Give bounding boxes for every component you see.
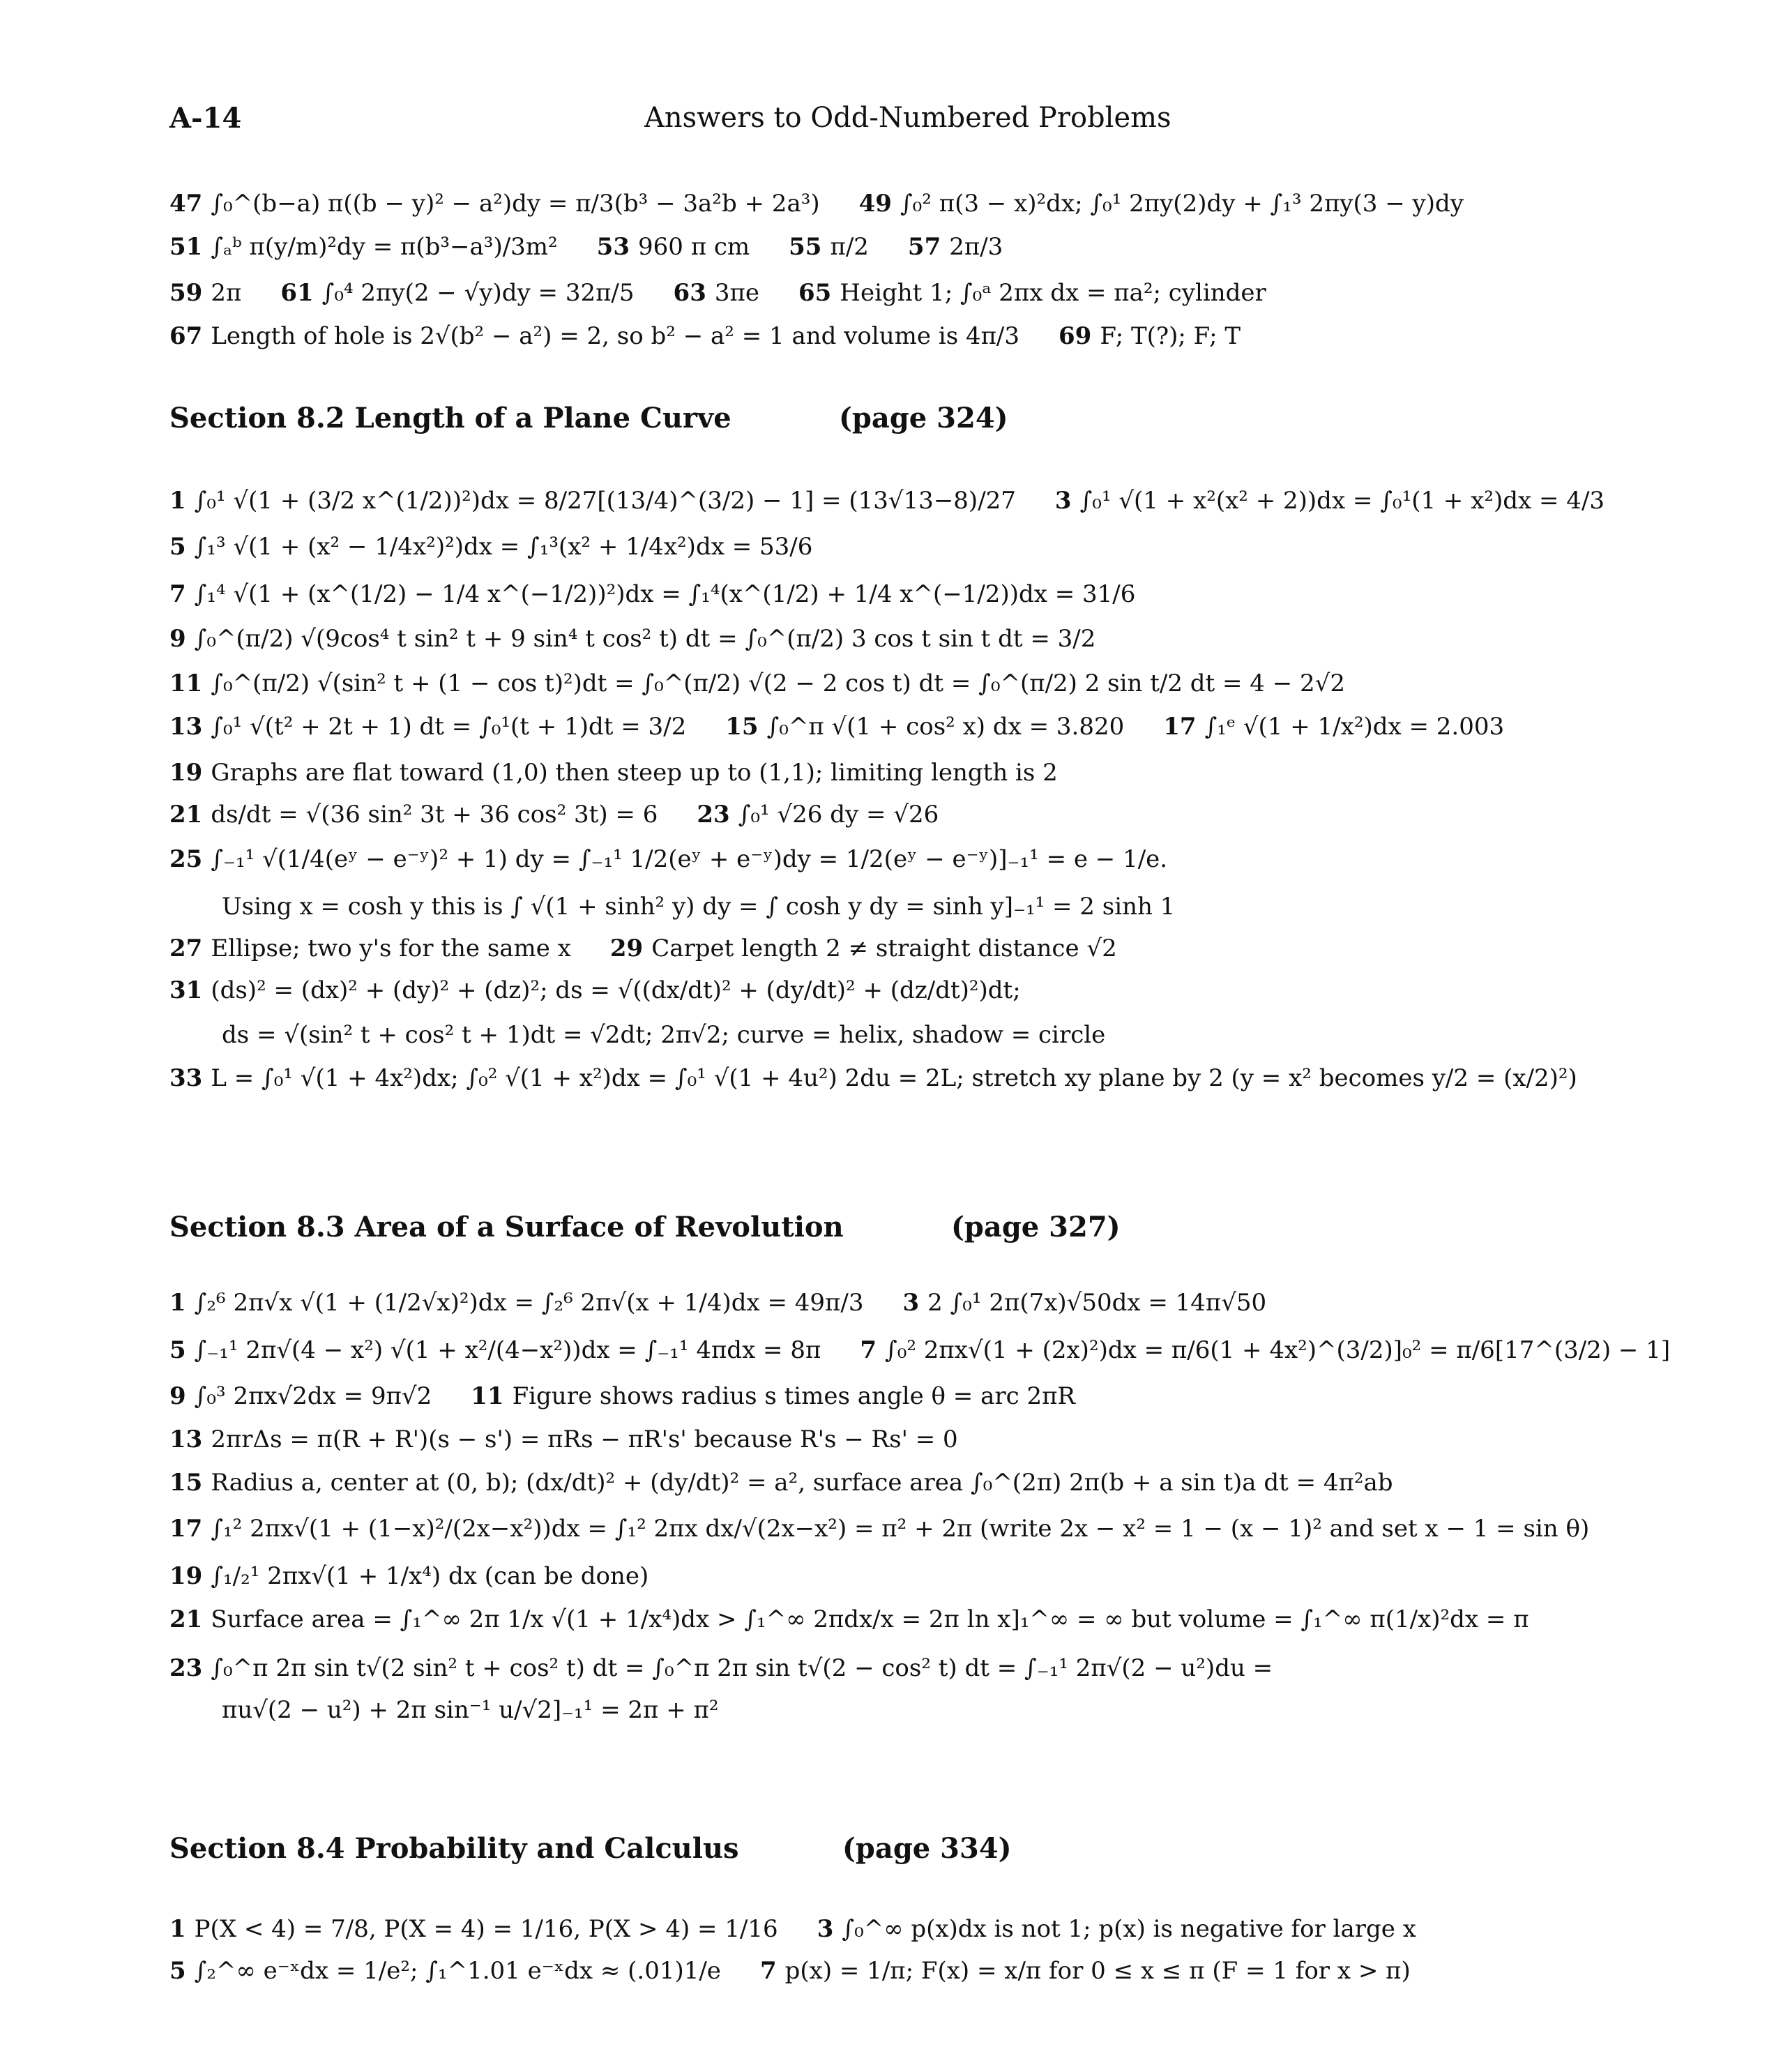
problem-number: 7 xyxy=(860,1336,877,1364)
problem-number: 55 xyxy=(789,233,822,261)
answer-text: (ds)² = (dx)² + (dy)² + (dz)²; ds = √((dx/dt)² + (dy/dt)² + (dz/dt)²)dt; xyxy=(211,976,1021,1004)
answer-line xyxy=(169,845,1167,874)
answer-line xyxy=(169,1289,1266,1317)
answer-text: 2π/3 xyxy=(949,233,1003,261)
problem-number: 61 xyxy=(280,279,314,307)
problem-number: 15 xyxy=(169,1469,203,1497)
problem-number: 5 xyxy=(169,533,186,561)
answer-line xyxy=(169,487,1605,515)
answer-line xyxy=(169,1605,1529,1634)
answer-text: 2 ∫₀¹ 2π(7x)√50dx = 14π√50 xyxy=(927,1289,1267,1317)
answer-text: ∫₀¹ √26 dy = √26 xyxy=(738,801,939,829)
answer-line xyxy=(169,1515,1589,1543)
answer-line xyxy=(169,670,1345,698)
problem-number: 5 xyxy=(169,1336,186,1364)
answer-text: ∫₀^π √(1 + cos² x) dx = 3.820 xyxy=(766,713,1125,741)
answer-line xyxy=(169,713,1504,741)
answer-text: 3πe xyxy=(714,279,759,307)
problem-number: 23 xyxy=(169,1654,203,1682)
answer-text: ∫₁ᵉ √(1 + 1/x²)dx = 2.003 xyxy=(1204,713,1505,741)
section-heading-8-4 xyxy=(169,1832,1012,1865)
problem-number: 29 xyxy=(609,935,644,962)
problem-number: 21 xyxy=(169,1605,203,1633)
answer-text: ∫₀⁴ 2πy(2 − √y)dy = 32π/5 xyxy=(321,279,635,307)
problem-number: 17 xyxy=(1163,713,1197,741)
section-heading-8-3 xyxy=(169,1211,1121,1243)
answer-line xyxy=(222,893,1175,921)
problem-number: 21 xyxy=(169,801,203,829)
problem-number: 47 xyxy=(169,190,203,218)
problem-number: 7 xyxy=(759,1957,777,1985)
answer-text: 2π xyxy=(211,279,242,307)
answer-line xyxy=(169,233,1003,262)
answer-line xyxy=(169,1562,649,1591)
problem-number: 7 xyxy=(169,580,186,608)
problem-number: 3 xyxy=(1054,487,1072,515)
answer-text: 960 π cm xyxy=(638,233,750,261)
answer-text: p(x) = 1/π; F(x) = x/π for 0 ≤ x ≤ π (F = 1 for x > π) xyxy=(784,1957,1411,1985)
answer-text: ∫₀^∞ p(x)dx is not 1; p(x) is negative for large x xyxy=(842,1915,1416,1943)
answer-line xyxy=(169,976,1021,1005)
problem-number: 19 xyxy=(169,759,203,787)
problem-number: 1 xyxy=(169,1289,186,1317)
problem-number: 49 xyxy=(858,190,892,218)
answer-line xyxy=(169,1654,1273,1683)
answer-text: L = ∫₀¹ √(1 + 4x²)dx; ∫₀² √(1 + x²)dx = ∫₀¹ √(1 + 4u²) 2du = 2L; stretch xy plane by 2 (y = x² becomes y/2 = (x/2)²) xyxy=(211,1064,1577,1092)
problem-number: 15 xyxy=(725,713,759,741)
problem-number: 9 xyxy=(169,1382,186,1410)
answer-line xyxy=(169,625,1095,653)
problem-number: 67 xyxy=(169,322,203,350)
problem-number: 5 xyxy=(169,1957,186,1985)
section-page-ref: (page 327) xyxy=(951,1211,1121,1243)
answer-line xyxy=(169,1469,1393,1497)
answer-text: ∫₂⁶ 2π√x √(1 + (1/2√x)²)dx = ∫₂⁶ 2π√(x + 1/4)dx = 49π/3 xyxy=(194,1289,864,1317)
answer-text: Ellipse; two y's for the same x xyxy=(211,935,571,962)
answer-text: Figure shows radius s times angle θ = arc 2πR xyxy=(512,1382,1076,1410)
problem-number: 11 xyxy=(169,670,203,697)
answer-text: Radius a, center at (0, b); (dx/dt)² + (dy/dt)² = a², surface area ∫₀^(2π) 2π(b + a sin t)a dt = 4π²ab xyxy=(211,1469,1393,1497)
problem-number: 65 xyxy=(798,279,832,307)
answer-line xyxy=(169,801,939,829)
answer-line xyxy=(169,533,812,561)
problem-number: 9 xyxy=(169,625,186,653)
problem-number: 33 xyxy=(169,1064,203,1092)
problem-number: 63 xyxy=(673,279,706,307)
answer-text: ∫₀³ 2πx√2dx = 9π√2 xyxy=(194,1382,432,1410)
problem-number: 59 xyxy=(169,279,203,307)
section-page-ref: (page 324) xyxy=(839,402,1008,434)
answer-line xyxy=(169,1382,1075,1411)
problem-number: 13 xyxy=(169,1426,203,1453)
answer-line xyxy=(169,1336,1670,1365)
answer-text: Surface area = ∫₁^∞ 2π 1/x √(1 + 1/x⁴)dx > ∫₁^∞ 2πdx/x = 2π ln x]₁^∞ = ∞ but volume = ∫₁^∞ π(1/x)²dx = π xyxy=(211,1605,1529,1633)
answer-text: ∫₀¹ √(t² + 2t + 1) dt = ∫₀¹(t + 1)dt = 3/2 xyxy=(211,713,687,741)
answer-text: π/2 xyxy=(830,233,869,261)
page-title: Answers to Odd-Numbered Problems xyxy=(644,102,1171,134)
answer-line xyxy=(169,1957,1411,1986)
problem-number: 1 xyxy=(169,487,186,515)
answer-text: ∫₋₁¹ √(1/4(eʸ − e⁻ʸ)² + 1) dy = ∫₋₁¹ 1/2(eʸ + e⁻ʸ)dy = 1/2(eʸ − e⁻ʸ)]₋₁¹ = e − 1/e. xyxy=(211,845,1168,873)
answer-text: ∫₀^(π/2) √(sin² t + (1 − cos t)²)dt = ∫₀^(π/2) √(2 − 2 cos t) dt = ∫₀^(π/2) 2 sin t/2 dt = 4 − 2√2 xyxy=(211,670,1345,697)
answer-line xyxy=(169,190,1464,218)
answer-text: F; T(?); F; T xyxy=(1100,322,1241,350)
answer-text: ∫₁⁴ √(1 + (x^(1/2) − 1/4 x^(−1/2))²)dx = ∫₁⁴(x^(1/2) + 1/4 x^(−1/2))dx = 31/6 xyxy=(194,580,1136,608)
problem-number: 19 xyxy=(169,1562,203,1590)
answer-line xyxy=(169,322,1241,351)
problem-number: 25 xyxy=(169,845,203,873)
answer-line xyxy=(169,580,1135,609)
answer-line xyxy=(169,935,1117,963)
answer-text: ds = √(sin² t + cos² t + 1)dt = √2dt; 2π√2; curve = helix, shadow = circle xyxy=(222,1021,1106,1049)
section-title: Section 8.2 Length of a Plane Curve xyxy=(169,402,731,434)
answer-text: ∫₀^(b−a) π((b − y)² − a²)dy = π/3(b³ − 3a²b + 2a³) xyxy=(211,190,820,218)
answer-text: ∫₀² 2πx√(1 + (2x)²)dx = π/6(1 + 4x²)^(3/2)]₀² = π/6[17^(3/2) − 1] xyxy=(885,1336,1671,1364)
answer-text: ∫₀¹ √(1 + (3/2 x^(1/2))²)dx = 8/27[(13/4)^(3/2) − 1] = (13√13−8)/27 xyxy=(194,487,1016,515)
answer-text: P(X < 4) = 7/8, P(X = 4) = 1/16, P(X > 4) = 1/16 xyxy=(194,1915,778,1943)
answer-text: ∫₋₁¹ 2π√(4 − x²) √(1 + x²/(4−x²))dx = ∫₋₁¹ 4πdx = 8π xyxy=(194,1336,821,1364)
answer-text: ∫ₐᵇ π(y/m)²dy = π(b³−a³)/3m² xyxy=(211,233,558,261)
answer-line xyxy=(169,759,1058,787)
section-heading-8-2 xyxy=(169,402,1008,434)
answer-line xyxy=(222,1696,718,1725)
problem-number: 53 xyxy=(596,233,630,261)
answer-text: 2πrΔs = π(R + R')(s − s') = πRs − πR's' because R's − Rs' = 0 xyxy=(211,1426,958,1453)
problem-number: 23 xyxy=(697,801,730,829)
problem-number: 3 xyxy=(817,1915,834,1943)
answer-line xyxy=(222,1021,1105,1050)
answer-text: Graphs are flat toward (1,0) then steep up to (1,1); limiting length is 2 xyxy=(211,759,1058,787)
answer-text: ∫₂^∞ e⁻ˣdx = 1/e²; ∫₁^1.01 e⁻ˣdx ≈ (.01)1/e xyxy=(194,1957,721,1985)
problem-number: 3 xyxy=(902,1289,920,1317)
answer-text: Carpet length 2 ≠ straight distance √2 xyxy=(651,935,1117,962)
answer-text: ∫₁/₂¹ 2πx√(1 + 1/x⁴) dx (can be done) xyxy=(211,1562,649,1590)
page-number: A-14 xyxy=(169,102,242,135)
answer-text: ∫₀² π(3 − x)²dx; ∫₀¹ 2πy(2)dy + ∫₁³ 2πy(3 − y)dy xyxy=(900,190,1464,218)
problem-number: 31 xyxy=(169,976,203,1004)
answer-text: Length of hole is 2√(b² − a²) = 2, so b² − a² = 1 and volume is 4π/3 xyxy=(211,322,1020,350)
answer-text: Height 1; ∫₀ᵃ 2πx dx = πa²; cylinder xyxy=(840,279,1266,307)
problem-number: 51 xyxy=(169,233,203,261)
answer-text: ∫₁² 2πx√(1 + (1−x)²/(2x−x²))dx = ∫₁² 2πx dx/√(2x−x²) = π² + 2π (write 2x − x² = 1 − (x − 1)² and set x − 1 = sin θ) xyxy=(211,1515,1590,1543)
answer-line xyxy=(169,1915,1416,1944)
answer-text: ds/dt = √(36 sin² 3t + 36 cos² 3t) = 6 xyxy=(211,801,658,829)
problem-number: 11 xyxy=(471,1382,504,1410)
answer-text: ∫₀^(π/2) √(9cos⁴ t sin² t + 9 sin⁴ t cos² t) dt = ∫₀^(π/2) 3 cos t sin t dt = 3/2 xyxy=(194,625,1096,653)
answer-line xyxy=(169,1064,1577,1093)
answer-line xyxy=(169,1426,958,1454)
problem-number: 17 xyxy=(169,1515,203,1543)
problem-number: 69 xyxy=(1059,322,1092,350)
problem-number: 57 xyxy=(907,233,941,261)
answer-text: ∫₀¹ √(1 + x²(x² + 2))dx = ∫₀¹(1 + x²)dx = 4/3 xyxy=(1079,487,1605,515)
answer-line xyxy=(169,279,1266,308)
section-page-ref: (page 334) xyxy=(842,1832,1012,1865)
section-title: Section 8.4 Probability and Calculus xyxy=(169,1832,739,1865)
answer-text: ∫₁³ √(1 + (x² − 1/4x²)²)dx = ∫₁³(x² + 1/4x²)dx = 53/6 xyxy=(194,533,813,561)
problem-number: 13 xyxy=(169,713,203,741)
problem-number: 1 xyxy=(169,1915,186,1943)
answer-text: πu√(2 − u²) + 2π sin⁻¹ u/√2]₋₁¹ = 2π + π² xyxy=(222,1696,719,1724)
section-title: Section 8.3 Area of a Surface of Revolution xyxy=(169,1211,844,1243)
answer-text: ∫₀^π 2π sin t√(2 sin² t + cos² t) dt = ∫₀^π 2π sin t√(2 − cos² t) dt = ∫₋₁¹ 2π√(2 − u²)du = xyxy=(211,1654,1273,1682)
problem-number: 27 xyxy=(169,935,203,962)
answer-text: Using x = cosh y this is ∫ √(1 + sinh² y) dy = ∫ cosh y dy = sinh y]₋₁¹ = 2 sinh 1 xyxy=(222,893,1176,921)
page-header xyxy=(169,102,1648,144)
